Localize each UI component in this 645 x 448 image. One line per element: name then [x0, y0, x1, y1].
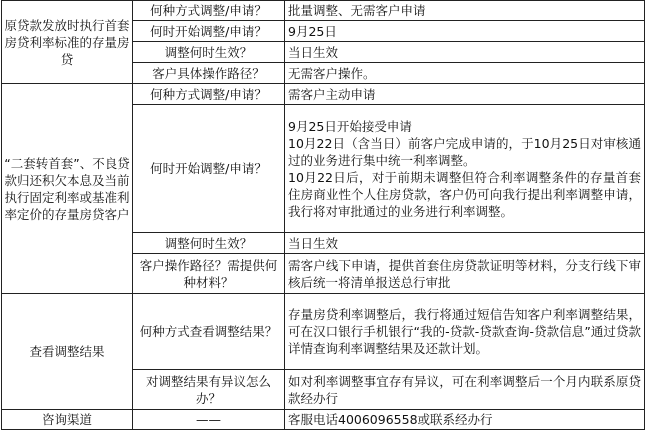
answer-cell: 需客户主动申请 [285, 84, 645, 105]
question-cell: 调整何时生效？ [133, 42, 285, 63]
question-cell: 何种方式查看调整结果？ [133, 294, 285, 370]
table-row [2, 1, 645, 21]
answer-cell: 需客户线下申请，提供首套住房贷款证明等材料，分支行线下审核后统一将清单报送总行审批 [285, 254, 645, 294]
table-row [2, 84, 645, 105]
answer-cell: 当日生效 [285, 42, 645, 63]
answer-cell: 如对利率调整事宜存有异议，可在利率调整后一个月内联系原贷款经办行 [285, 370, 645, 410]
section3-category: 查看调整结果 [2, 294, 133, 410]
question-cell: 客户操作路径？需提供何种材料？ [133, 254, 285, 294]
answer-cell: 客服电话4006096558或联系经办行 [285, 410, 645, 430]
question-cell: 何种方式调整/申请？ [133, 84, 285, 105]
answer-cell: 9月25日开始接受申请 10月22日（含当日）前客户完成申请的，于10月25日对审核通过的业务进行集中统一利率调整。 10月22日后，对于前期未调整但符合利率调整条件的存量首套住房商业性个人住房贷款，客户仍可向我行提出利率调整申请，我行将对审批通过的业务进行利率调整。 [285, 105, 645, 233]
policy-table [1, 0, 645, 430]
answer-cell: 批量调整、无需客户申请 [285, 1, 645, 21]
table-row [2, 410, 645, 430]
question-cell: 何时开始调整/申请？ [133, 21, 285, 42]
section1-category: 原贷款发放时执行首套房贷利率标准的存量房贷 [2, 1, 133, 84]
answer-cell: 无需客户操作。 [285, 63, 645, 84]
section2-category: “二套转首套”、不良贷款归还积欠本息及当前执行固定利率或基准利率定价的存量房贷客户 [2, 84, 133, 294]
footer-category: 咨询渠道 [2, 410, 133, 430]
question-cell: 调整何时生效？ [133, 233, 285, 254]
question-cell: 客户具体操作路径？ [133, 63, 285, 84]
table-row [2, 294, 645, 370]
question-cell: 何时开始调整/申请？ [133, 105, 285, 233]
question-cell: 对调整结果有异议怎么办？ [133, 370, 285, 410]
answer-cell: 9月25日 [285, 21, 645, 42]
answer-cell: 存量房贷利率调整后，我行将通过短信告知客户利率调整结果，可在汉口银行手机银行“我的-贷款-贷款查询-贷款信息”通过贷款详情查询利率调整结果及还款计划。 [285, 294, 645, 370]
question-cell: —— [133, 410, 285, 430]
answer-cell: 当日生效 [285, 233, 645, 254]
question-cell: 何种方式调整/申请？ [133, 1, 285, 21]
